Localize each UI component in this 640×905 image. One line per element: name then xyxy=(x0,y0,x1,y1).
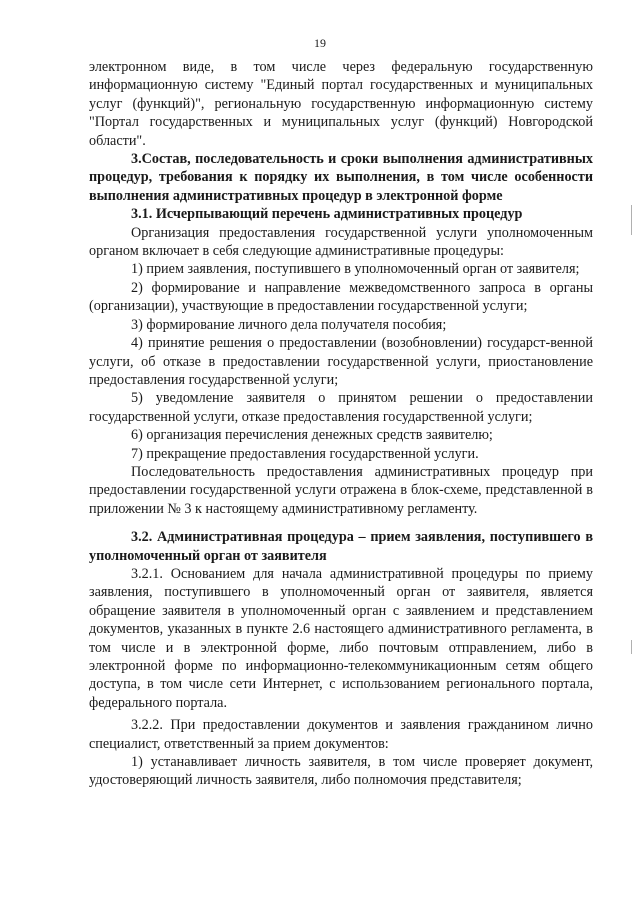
paragraph-3-2-1: 3.2.1. Основанием для начала административной процедуры по приему заявления, поступившего в уполномоченный орган от заявителя, является обращение заявителя в уполномоченный орган с заявлением и представлением документов, указанных в пункте 2.6 настоящего административного регламента, в том числе и в электронной форме, либо почтовым отправлением, либо в электронной форме по информационно-телекоммуникационным сетям общего доступа, в том числе сети Интернет, с использованием регионального портала, федерального портала. xyxy=(89,565,593,711)
scan-margin-mark xyxy=(631,640,632,654)
page-number: 19 xyxy=(314,36,326,50)
paragraph-sequence: Последовательность предоставления административных процедур при предоставлении государственной услуги отражена в блок-схеме, представленной в приложении № 3 к настоящему административному регламенту. xyxy=(89,463,593,517)
subsection-heading-3-2: 3.2. Административная процедура – прием заявления, поступившего в уполномоченный орган от заявителя xyxy=(89,529,593,564)
list-item-3: 3) формирование личного дела получателя пособия; xyxy=(131,316,447,333)
list-item-6: 6) организация перечисления денежных средств заявителю; xyxy=(131,427,493,444)
document-body xyxy=(89,58,593,790)
section-heading-3: 3.Состав, последовательность и сроки выполнения административных процедур, требования к порядку их выполнения, в том числе особенности выполнения административных процедур в электронной форме xyxy=(89,151,593,204)
list-item-4: 4) принятие решения о предоставлении (возобновлении) государст-венной услуги, об отказе в предоставлении государственной услуги, приостановление предоставления государственной услуги; xyxy=(89,335,593,388)
list-item-1: 1) прием заявления, поступившего в уполномоченный орган от заявителя; xyxy=(131,261,580,278)
list-item-7: 7) прекращение предоставления государственной услуги. xyxy=(131,445,479,462)
scan-margin-mark xyxy=(631,205,632,235)
paragraph-procedures-intro: Организация предоставления государственной услуги уполномоченным органом включает в себя следующие административные процедуры: xyxy=(89,224,593,260)
paragraph-3-2-2: 3.2.2. При предоставлении документов и заявления гражданином лично специалист, ответственный за прием документов: xyxy=(89,717,593,752)
list-item-identity: 1) устанавливает личность заявителя, в том числе проверяет документ, удостоверяющий личность заявителя, либо полномочия представителя; xyxy=(89,754,593,789)
list-item-5: 5) уведомление заявителя о принятом решении о предоставлении государственной услуги, отказе предоставления государственной услуги; xyxy=(89,390,593,425)
paragraph-continuation: электронном виде, в том числе через федеральную государственную информационную систему "Единый портал государственных и муниципальных услуг (функций)", региональную государственную информационную систему "Портал государственных и муниципальных услуг (функций) Новгородской области". xyxy=(89,59,593,149)
subsection-heading-3-1: 3.1. Исчерпывающий перечень административных процедур xyxy=(131,206,523,223)
list-item-2: 2) формирование и направление межведомственного запроса в органы (организации), участвующие в предоставлении государственной услуги; xyxy=(89,279,593,315)
